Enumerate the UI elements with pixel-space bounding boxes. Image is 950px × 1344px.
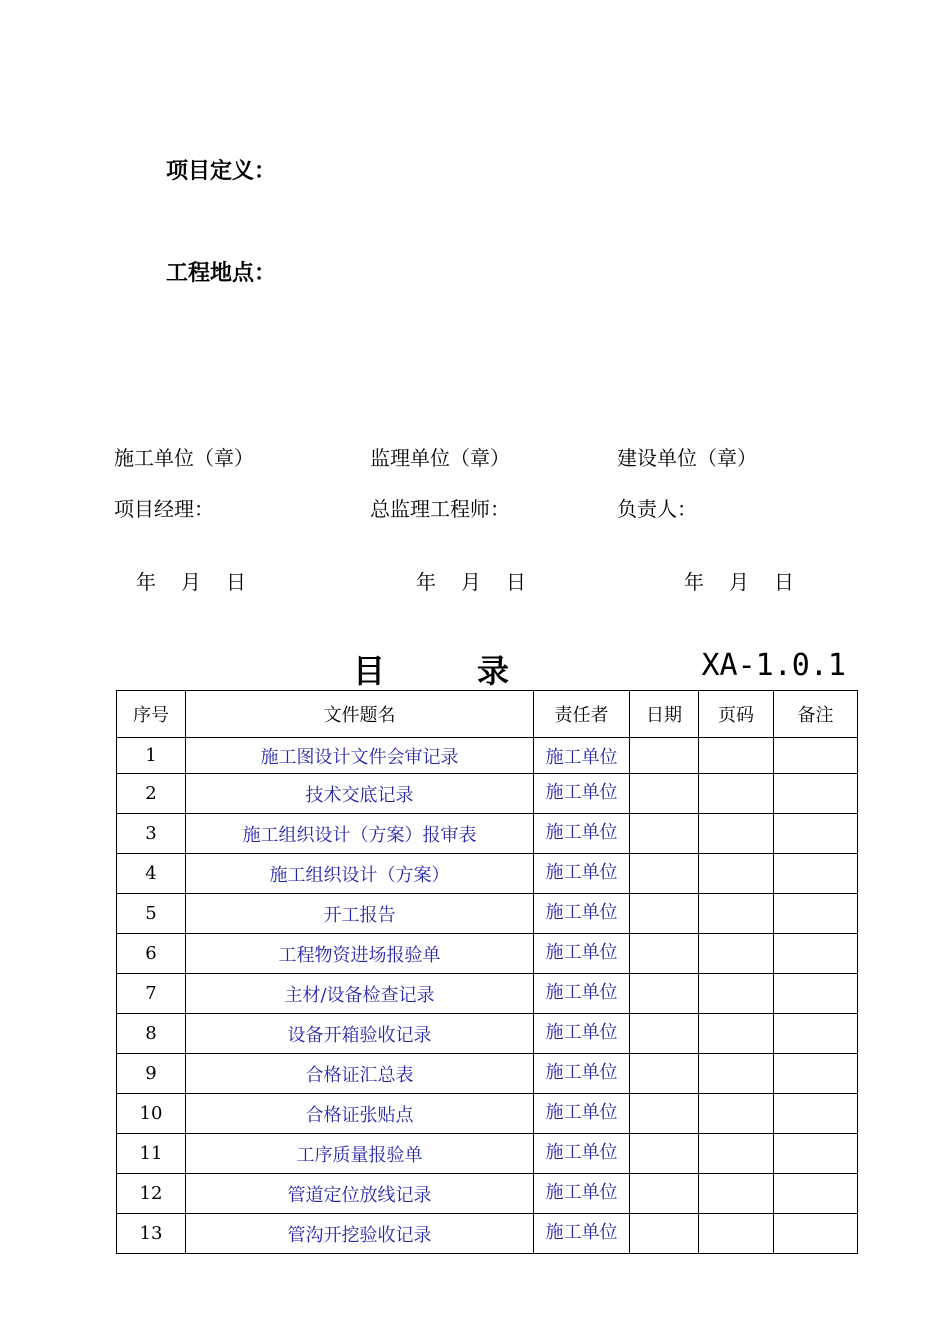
- date-cell: [630, 1214, 699, 1254]
- document-title-cell: 合格证张贴点: [186, 1094, 534, 1134]
- column-header-title: 文件题名: [186, 691, 534, 738]
- table-row: [117, 774, 858, 814]
- remarks-cell: [774, 814, 858, 854]
- table-row: [117, 1054, 858, 1094]
- document-title-cell: 施工组织设计（方案）: [186, 854, 534, 894]
- supervision-unit-seal-label: 监理单位（章）: [370, 446, 510, 470]
- document-title-cell: 工序质量报验单: [186, 1134, 534, 1174]
- date-cell: [630, 1094, 699, 1134]
- date-cell: [630, 1174, 699, 1214]
- day-label: 日: [226, 570, 246, 594]
- row-number-cell: 13: [117, 1214, 186, 1254]
- page-cell: [699, 1174, 774, 1214]
- remarks-cell: [774, 1054, 858, 1094]
- project-definition-label: 项目定义：: [166, 158, 277, 184]
- date-line-supervision: [416, 566, 551, 595]
- date-line-construction: [136, 566, 271, 595]
- responsible-party-cell: 施工单位: [534, 1094, 630, 1134]
- remarks-cell: [774, 934, 858, 974]
- date-cell: [630, 854, 699, 894]
- document-title-cell: 施工图设计文件会审记录: [186, 738, 534, 774]
- table-row: [117, 894, 858, 934]
- column-header-no: 序号: [117, 691, 186, 738]
- table-row: [117, 974, 858, 1014]
- page-cell: [699, 1214, 774, 1254]
- responsible-person-label: 负责人：: [617, 497, 697, 521]
- remarks-cell: [774, 1134, 858, 1174]
- toc-title-right: 录: [477, 652, 510, 690]
- responsible-party-cell: 施工单位: [534, 934, 630, 974]
- responsible-party-cell: 施工单位: [534, 1014, 630, 1054]
- responsible-party-cell: 施工单位: [534, 1174, 630, 1214]
- table-row: [117, 1174, 858, 1214]
- row-number-cell: 10: [117, 1094, 186, 1134]
- row-number-cell: 1: [117, 738, 186, 774]
- owner-unit-seal-label: 建设单位（章）: [617, 446, 757, 470]
- responsible-party-cell: 施工单位: [534, 854, 630, 894]
- document-title-cell: 主材/设备检查记录: [186, 974, 534, 1014]
- table-header-row: [117, 691, 858, 738]
- row-number-cell: 12: [117, 1174, 186, 1214]
- date-cell: [630, 1014, 699, 1054]
- column-header-remarks: 备注: [774, 691, 858, 738]
- row-number-cell: 2: [117, 774, 186, 814]
- row-number-cell: 11: [117, 1134, 186, 1174]
- remarks-cell: [774, 1174, 858, 1214]
- date-line-owner: [684, 566, 819, 595]
- document-title-cell: 技术交底记录: [186, 774, 534, 814]
- row-number-cell: 7: [117, 974, 186, 1014]
- document-title-cell: 设备开箱验收记录: [186, 1014, 534, 1054]
- chief-supervisor-label: 总监理工程师：: [370, 497, 510, 521]
- page-cell: [699, 934, 774, 974]
- remarks-cell: [774, 974, 858, 1014]
- document-title-cell: 开工报告: [186, 894, 534, 934]
- responsible-party-cell: 施工单位: [534, 738, 630, 774]
- date-cell: [630, 738, 699, 774]
- responsible-party-cell: 施工单位: [534, 1054, 630, 1094]
- remarks-cell: [774, 854, 858, 894]
- page-cell: [699, 1094, 774, 1134]
- remarks-cell: [774, 738, 858, 774]
- project-location-label: 工程地点：: [166, 260, 277, 286]
- page-cell: [699, 814, 774, 854]
- month-label: 月: [181, 570, 201, 594]
- page-cell: [699, 1134, 774, 1174]
- toc-table: [116, 690, 858, 1254]
- row-number-cell: 4: [117, 854, 186, 894]
- table-row: [117, 738, 858, 774]
- month-label: 月: [461, 570, 481, 594]
- column-header-owner: 责任者: [534, 691, 630, 738]
- responsible-party-cell: 施工单位: [534, 774, 630, 814]
- row-number-cell: 3: [117, 814, 186, 854]
- year-label: 年: [684, 570, 704, 594]
- responsible-party-cell: 施工单位: [534, 974, 630, 1014]
- page-cell: [699, 1014, 774, 1054]
- day-label: 日: [774, 570, 794, 594]
- row-number-cell: 9: [117, 1054, 186, 1094]
- table-row: [117, 814, 858, 854]
- date-cell: [630, 814, 699, 854]
- page-cell: [699, 1054, 774, 1094]
- date-cell: [630, 934, 699, 974]
- page-cell: [699, 894, 774, 934]
- table-row: [117, 1094, 858, 1134]
- month-label: 月: [729, 570, 749, 594]
- document-title-cell: 管道定位放线记录: [186, 1174, 534, 1214]
- responsible-party-cell: 施工单位: [534, 894, 630, 934]
- remarks-cell: [774, 774, 858, 814]
- column-header-date: 日期: [630, 691, 699, 738]
- row-number-cell: 5: [117, 894, 186, 934]
- remarks-cell: [774, 1214, 858, 1254]
- responsible-party-cell: 施工单位: [534, 814, 630, 854]
- table-row: [117, 1134, 858, 1174]
- day-label: 日: [506, 570, 526, 594]
- page-cell: [699, 974, 774, 1014]
- row-number-cell: 6: [117, 934, 186, 974]
- construction-unit-seal-label: 施工单位（章）: [114, 446, 254, 470]
- page-cell: [699, 774, 774, 814]
- document-title-cell: 管沟开挖验收记录: [186, 1214, 534, 1254]
- page-cell: [699, 854, 774, 894]
- date-cell: [630, 1134, 699, 1174]
- document-title-cell: 合格证汇总表: [186, 1054, 534, 1094]
- year-label: 年: [416, 570, 436, 594]
- remarks-cell: [774, 1014, 858, 1054]
- document-title-cell: 施工组织设计（方案）报审表: [186, 814, 534, 854]
- page-cell: [699, 738, 774, 774]
- responsible-party-cell: 施工单位: [534, 1134, 630, 1174]
- table-row: [117, 1014, 858, 1054]
- remarks-cell: [774, 894, 858, 934]
- document-title-cell: 工程物资进场报验单: [186, 934, 534, 974]
- date-cell: [630, 1054, 699, 1094]
- remarks-cell: [774, 1094, 858, 1134]
- document-code: XA-1.0.1: [701, 648, 846, 683]
- project-manager-label: 项目经理：: [114, 497, 214, 521]
- table-row: [117, 1214, 858, 1254]
- row-number-cell: 8: [117, 1014, 186, 1054]
- responsible-party-cell: 施工单位: [534, 1214, 630, 1254]
- date-cell: [630, 894, 699, 934]
- date-cell: [630, 974, 699, 1014]
- table-row: [117, 934, 858, 974]
- table-row: [117, 854, 858, 894]
- date-cell: [630, 774, 699, 814]
- toc-title-left: 目: [353, 652, 386, 690]
- year-label: 年: [136, 570, 156, 594]
- column-header-page: 页码: [699, 691, 774, 738]
